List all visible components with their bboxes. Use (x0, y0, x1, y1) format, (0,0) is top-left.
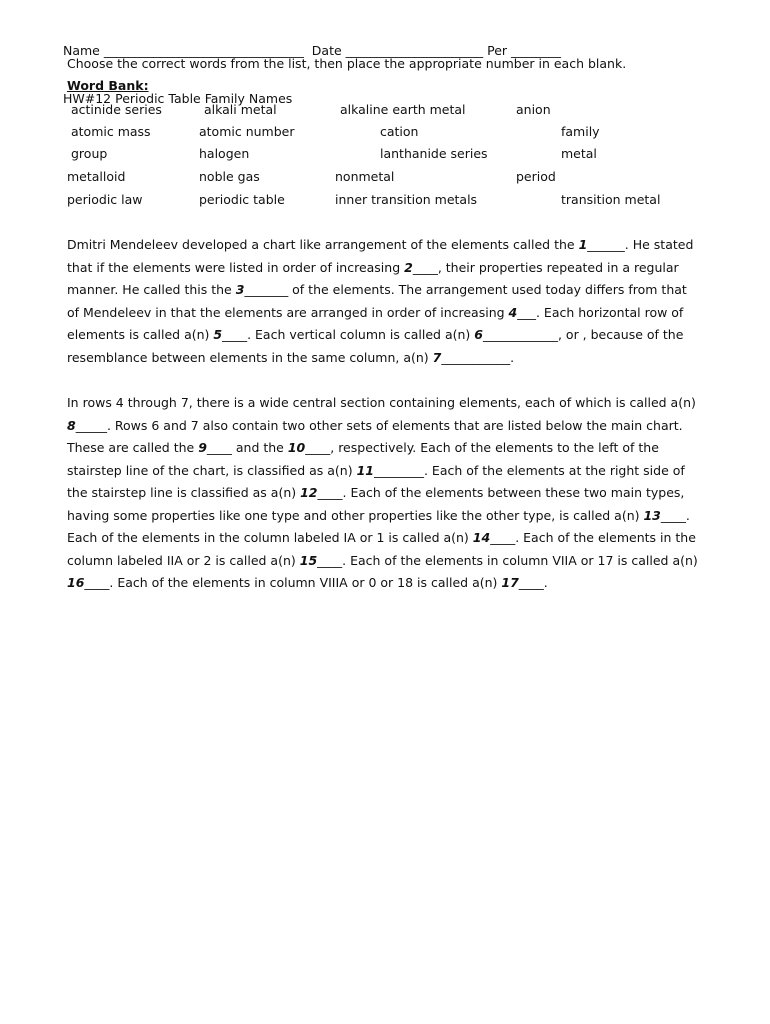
blank-number: 1 (578, 237, 588, 252)
word-bank-term: inner transition metals (335, 192, 478, 207)
blank-number: 14 (472, 530, 491, 545)
blank-number: 2 (404, 259, 413, 275)
paragraph-line (67, 234, 707, 257)
blank-number: 6 (474, 327, 483, 342)
blank-number: 3 (235, 282, 245, 297)
paragraph-text: column labeled IIA or 2 is called a(n) (67, 552, 300, 568)
paragraph-text: ____. Each vertical column is called a(n) (222, 327, 475, 342)
word-bank-term: atomic mass (71, 124, 151, 139)
word-bank-term: lanthanide series (380, 146, 488, 161)
paragraph-text: of Mendeleev in that the elements are arranged in order of increasing (67, 304, 509, 320)
worksheet-title: HW#12 Periodic Table Family Names (63, 91, 293, 106)
word-bank-term: metalloid (67, 169, 126, 184)
paragraph-mendeleev (67, 234, 707, 369)
paragraph-line (67, 324, 707, 347)
paragraph-text: ____. Each of the elements in column VIIIA or 0 or 18 is called a(n) (84, 575, 502, 590)
word-bank-row (0, 192, 770, 212)
word-bank-row (0, 146, 770, 166)
paragraph-element-families (67, 392, 707, 595)
word-bank-term: halogen (199, 146, 250, 161)
paragraph-line (67, 415, 707, 438)
paragraph-text: ____. (660, 507, 690, 523)
word-bank-term: periodic law (67, 192, 143, 207)
paragraph-text: ____. Each of the elements between these two main types, (317, 485, 685, 500)
paragraph-text: ____ and the (206, 440, 288, 455)
word-bank-term: family (561, 124, 600, 139)
word-bank-row (0, 169, 770, 189)
word-bank-title: Word Bank: (67, 78, 149, 93)
blank-number: 7 (432, 349, 442, 365)
word-bank-row (0, 102, 770, 122)
word-bank-term: alkali metal (204, 102, 277, 117)
paragraph-text: resemblance between elements in the same column, a(n) (67, 349, 433, 365)
instructions: Choose the correct words from the list, then place the appropriate number in each blank. (67, 56, 627, 71)
word-bank-term: period (516, 169, 556, 184)
word-bank-term: alkaline earth metal (340, 102, 466, 117)
paragraph-text: These are called the (67, 440, 199, 455)
paragraph-line (67, 527, 707, 550)
paragraph-line (67, 572, 707, 595)
blank-number: 11 (356, 462, 374, 478)
paragraph-text: ___________. (441, 349, 515, 365)
paragraph-text: stairstep line of the chart, is classified as a(n) (67, 462, 357, 478)
blank-number: 15 (299, 552, 318, 568)
paragraph-line (67, 279, 707, 302)
paragraph-line (67, 482, 707, 505)
blank-number: 17 (501, 575, 519, 590)
paragraph-text: ____, their properties repeated in a regular (412, 259, 679, 275)
paragraph-text: ________. Each of the elements at the right side of (373, 462, 685, 478)
paragraph-line (67, 257, 707, 280)
paragraph-text: that if the elements were listed in order of increasing (67, 259, 405, 275)
word-bank-term: cation (380, 124, 419, 139)
paragraph-text: ____________, or , because of the (482, 327, 684, 342)
word-bank-term: nonmetal (335, 169, 395, 184)
paragraph-text: Each of the elements in the column labeled IA or 1 is called a(n) (67, 530, 473, 545)
word-bank-term: anion (516, 102, 551, 117)
paragraph-line (67, 460, 707, 483)
word-bank-term: noble gas (199, 169, 260, 184)
blank-number: 8 (67, 417, 76, 433)
paragraph-line (67, 505, 707, 528)
paragraph-line (67, 392, 707, 415)
paragraph-text: ____. Each of the elements in the (490, 530, 696, 545)
paragraph-text: ____, respectively. Each of the elements to the left of the (305, 440, 659, 455)
word-bank-term: actinide series (71, 102, 162, 117)
paragraph-text: the stairstep line is classified as a(n) (67, 485, 301, 500)
blank-number: 12 (300, 485, 318, 500)
paragraph-text: ______. He stated (587, 237, 694, 252)
blank-number: 4 (508, 304, 518, 320)
paragraph-text: In rows 4 through 7, there is a wide central section containing elements, each of which is called a(n) (67, 395, 696, 410)
paragraph-text: Dmitri Mendeleev developed a chart like arrangement of the elements called the (67, 237, 579, 252)
paragraph-text: ____. Each of the elements in column VIIA or 17 is called a(n) (317, 552, 698, 568)
paragraph-text: _______ of the elements. The arrangement used today differs from that (244, 282, 687, 297)
word-bank-term: transition metal (561, 192, 661, 207)
paragraph-text: ____. (518, 575, 548, 590)
blank-number: 10 (287, 440, 306, 455)
paragraph-line (67, 347, 707, 370)
paragraph-text: manner. He called this the (67, 282, 236, 297)
blank-number: 9 (198, 440, 207, 455)
paragraph-text: _____. Rows 6 and 7 also contain two other sets of elements that are listed below the main chart. (75, 417, 683, 433)
word-bank-row (0, 124, 770, 144)
word-bank-term: group (71, 146, 108, 161)
name-date-period-line: Name ________________________________ Date ______________________ Per ________ (63, 43, 562, 58)
paragraph-line (67, 302, 707, 325)
blank-number: 5 (213, 327, 223, 342)
paragraph-text: elements is called a(n) (67, 327, 214, 342)
word-bank-term: atomic number (199, 124, 295, 139)
paragraph-text: having some properties like one type and other properties like the other type, is called a(n) (67, 507, 644, 523)
blank-number: 16 (67, 575, 85, 590)
paragraph-line (67, 550, 707, 573)
word-bank-term: periodic table (199, 192, 285, 207)
word-bank-term: metal (561, 146, 597, 161)
blank-number: 13 (643, 507, 661, 523)
paragraph-line (67, 437, 707, 460)
paragraph-text: ___. Each horizontal row of (517, 304, 684, 320)
